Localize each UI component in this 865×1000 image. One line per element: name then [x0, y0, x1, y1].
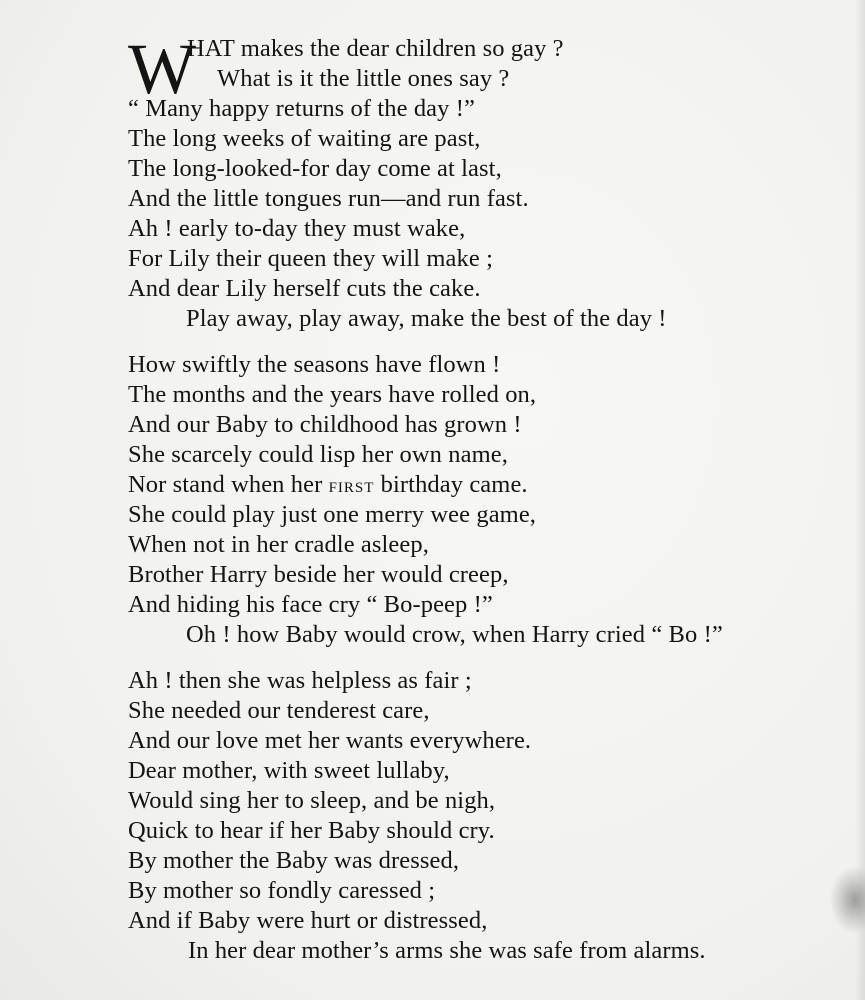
poem-line: And hiding his face cry “ Bo-peep !”	[128, 591, 493, 618]
poem-line	[128, 470, 528, 503]
poem-line: How swiftly the seasons have flown !	[128, 351, 501, 378]
poem-refrain: In her dear mother’s arms she was safe from alarms.	[188, 937, 706, 964]
poem-line: She needed our tenderest care,	[128, 697, 430, 724]
page-edge-shadow	[855, 0, 865, 1000]
poem-line: “ Many happy returns of the day !”	[128, 95, 475, 122]
poem-line: By mother the Baby was dressed,	[128, 847, 460, 874]
poem-line: When not in her cradle asleep,	[128, 531, 429, 558]
poem-line: And our love met her wants everywhere.	[128, 727, 532, 754]
poem-line-part: Nor stand when her	[128, 471, 329, 498]
poem-line: The long-looked-for day come at last,	[128, 155, 502, 182]
poem-line: Would sing her to sleep, and be nigh,	[128, 787, 496, 814]
poem-line: And our Baby to childhood has grown !	[128, 411, 522, 438]
paper-stain	[831, 868, 865, 932]
poem-line: Ah ! then she was helpless as fair ;	[128, 667, 472, 694]
poem-refrain: Play away, play away, make the best of the day !	[186, 305, 667, 332]
drop-cap: W	[128, 29, 196, 109]
poem-line: Dear mother, with sweet lullaby,	[128, 757, 450, 784]
poem-refrain: Oh ! how Baby would crow, when Harry cried “ Bo !”	[186, 621, 723, 648]
poem-line: By mother so fondly caressed ;	[128, 877, 436, 904]
poem-line: The months and the years have rolled on,	[128, 381, 537, 408]
poem-line: And if Baby were hurt or distressed,	[128, 907, 488, 934]
poem-line: What is it the little ones say ?	[217, 65, 510, 92]
poem-line: For Lily their queen they will make ;	[128, 245, 493, 272]
poem-line: Brother Harry beside her would creep,	[128, 561, 509, 588]
poem-line: She scarcely could lisp her own name,	[128, 441, 508, 468]
poem-line: The long weeks of waiting are past,	[128, 125, 481, 152]
small-caps-word: FIRST	[328, 480, 375, 496]
poem-line: Ah ! early to-day they must wake,	[128, 215, 466, 242]
poem-line: And the little tongues run—and run fast.	[128, 185, 529, 212]
poem-line: HAT makes the dear children so gay ?	[187, 35, 564, 62]
poem-line: And dear Lily herself cuts the cake.	[128, 275, 481, 302]
poem-line: Quick to hear if her Baby should cry.	[128, 817, 495, 844]
poem-line-part: birthday came.	[374, 471, 528, 498]
poem-line: She could play just one merry wee game,	[128, 501, 537, 528]
